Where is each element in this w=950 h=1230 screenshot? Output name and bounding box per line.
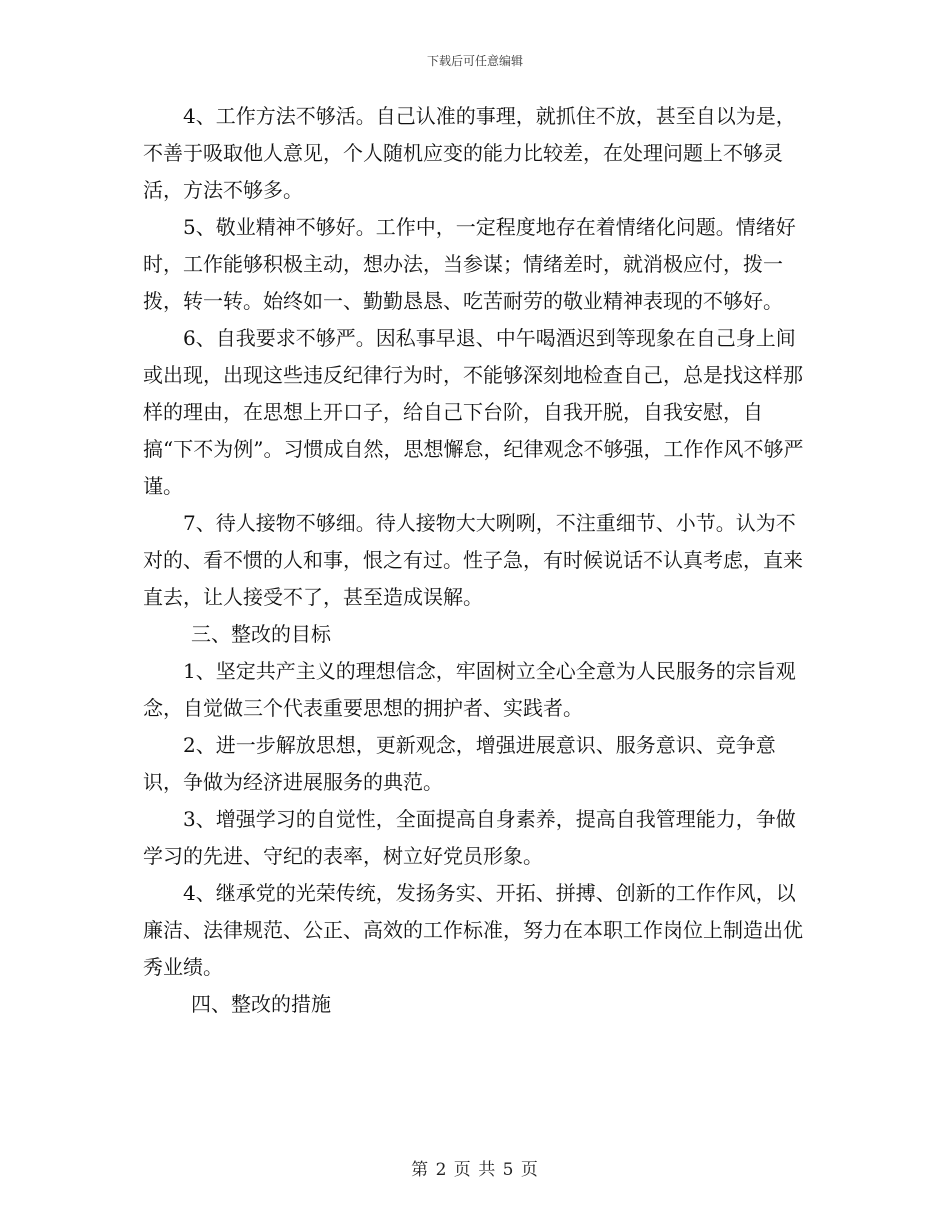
paragraph-goal-4: 4、继承党的光荣传统，发扬务实、开拓、拼搏、创新的工作作风，以廉洁、法律规范、公正、高效的工作标准，努力在本职工作岗位上制造出优秀业绩。 <box>143 881 803 979</box>
page-number-footer: 第 2 页 共 5 页 <box>411 1160 539 1180</box>
section-heading-goals: 三、整改的目标 <box>191 622 331 646</box>
paragraph-work-method: 4、工作方法不够活。自己认准的事理，就抓住不放，甚至自以为是，不善于吸取他人意见，个人随机应变的能力比较差，在处理问题上不够灵活，方法不够多。 <box>143 104 796 202</box>
section-heading-measures: 四、整改的措施 <box>191 992 331 1016</box>
paragraph-goal-3: 3、增强学习的自觉性，全面提高自身素养，提高自我管理能力，争做学习的先进、守纪的表率，树立好党员形象。 <box>143 807 796 868</box>
paragraph-goal-2: 2、进一步解放思想，更新观念，增强进展意识、服务意识、竞争意识，争做为经济进展服务的典范。 <box>143 733 776 794</box>
paragraph-goal-1: 1、坚定共产主义的理想信念，牢固树立全心全意为人民服务的宗旨观念，自觉做三个代表重要思想的拥护者、实践者。 <box>143 659 796 720</box>
page-header: 下载后可任意编辑 <box>426 54 523 68</box>
paragraph-self-discipline: 6、自我要求不够严。因私事早退、中午喝酒迟到等现象在自己身上间或出现，出现这些违反纪律行为时，不能够深刻地检查自己，总是找这样那样的理由，在思想上开口子，给自己下台阶，自我开脱，自我安慰，自搞“下不为例”。习惯成自然，思想懈怠，纪律观念不够强，工作作风不够严谨。 <box>143 326 804 498</box>
paragraph-dedication: 5、敬业精神不够好。工作中，一定程度地存在着情绪化问题。情绪好时，工作能够积极主动，想办法，当参谋；情绪差时，就消极应付，拨一拨，转一转。始终如一、勤勤恳恳、吃苦耐劳的敬业精神表现的不够好。 <box>143 215 796 313</box>
document-body <box>143 98 808 1023</box>
paragraph-interpersonal: 7、待人接物不够细。待人接物大大咧咧，不注重细节、小节。认为不对的、看不惯的人和事，恨之有过。性子急，有时候说话不认真考虑，直来直去，让人接受不了，甚至造成误解。 <box>143 511 803 609</box>
